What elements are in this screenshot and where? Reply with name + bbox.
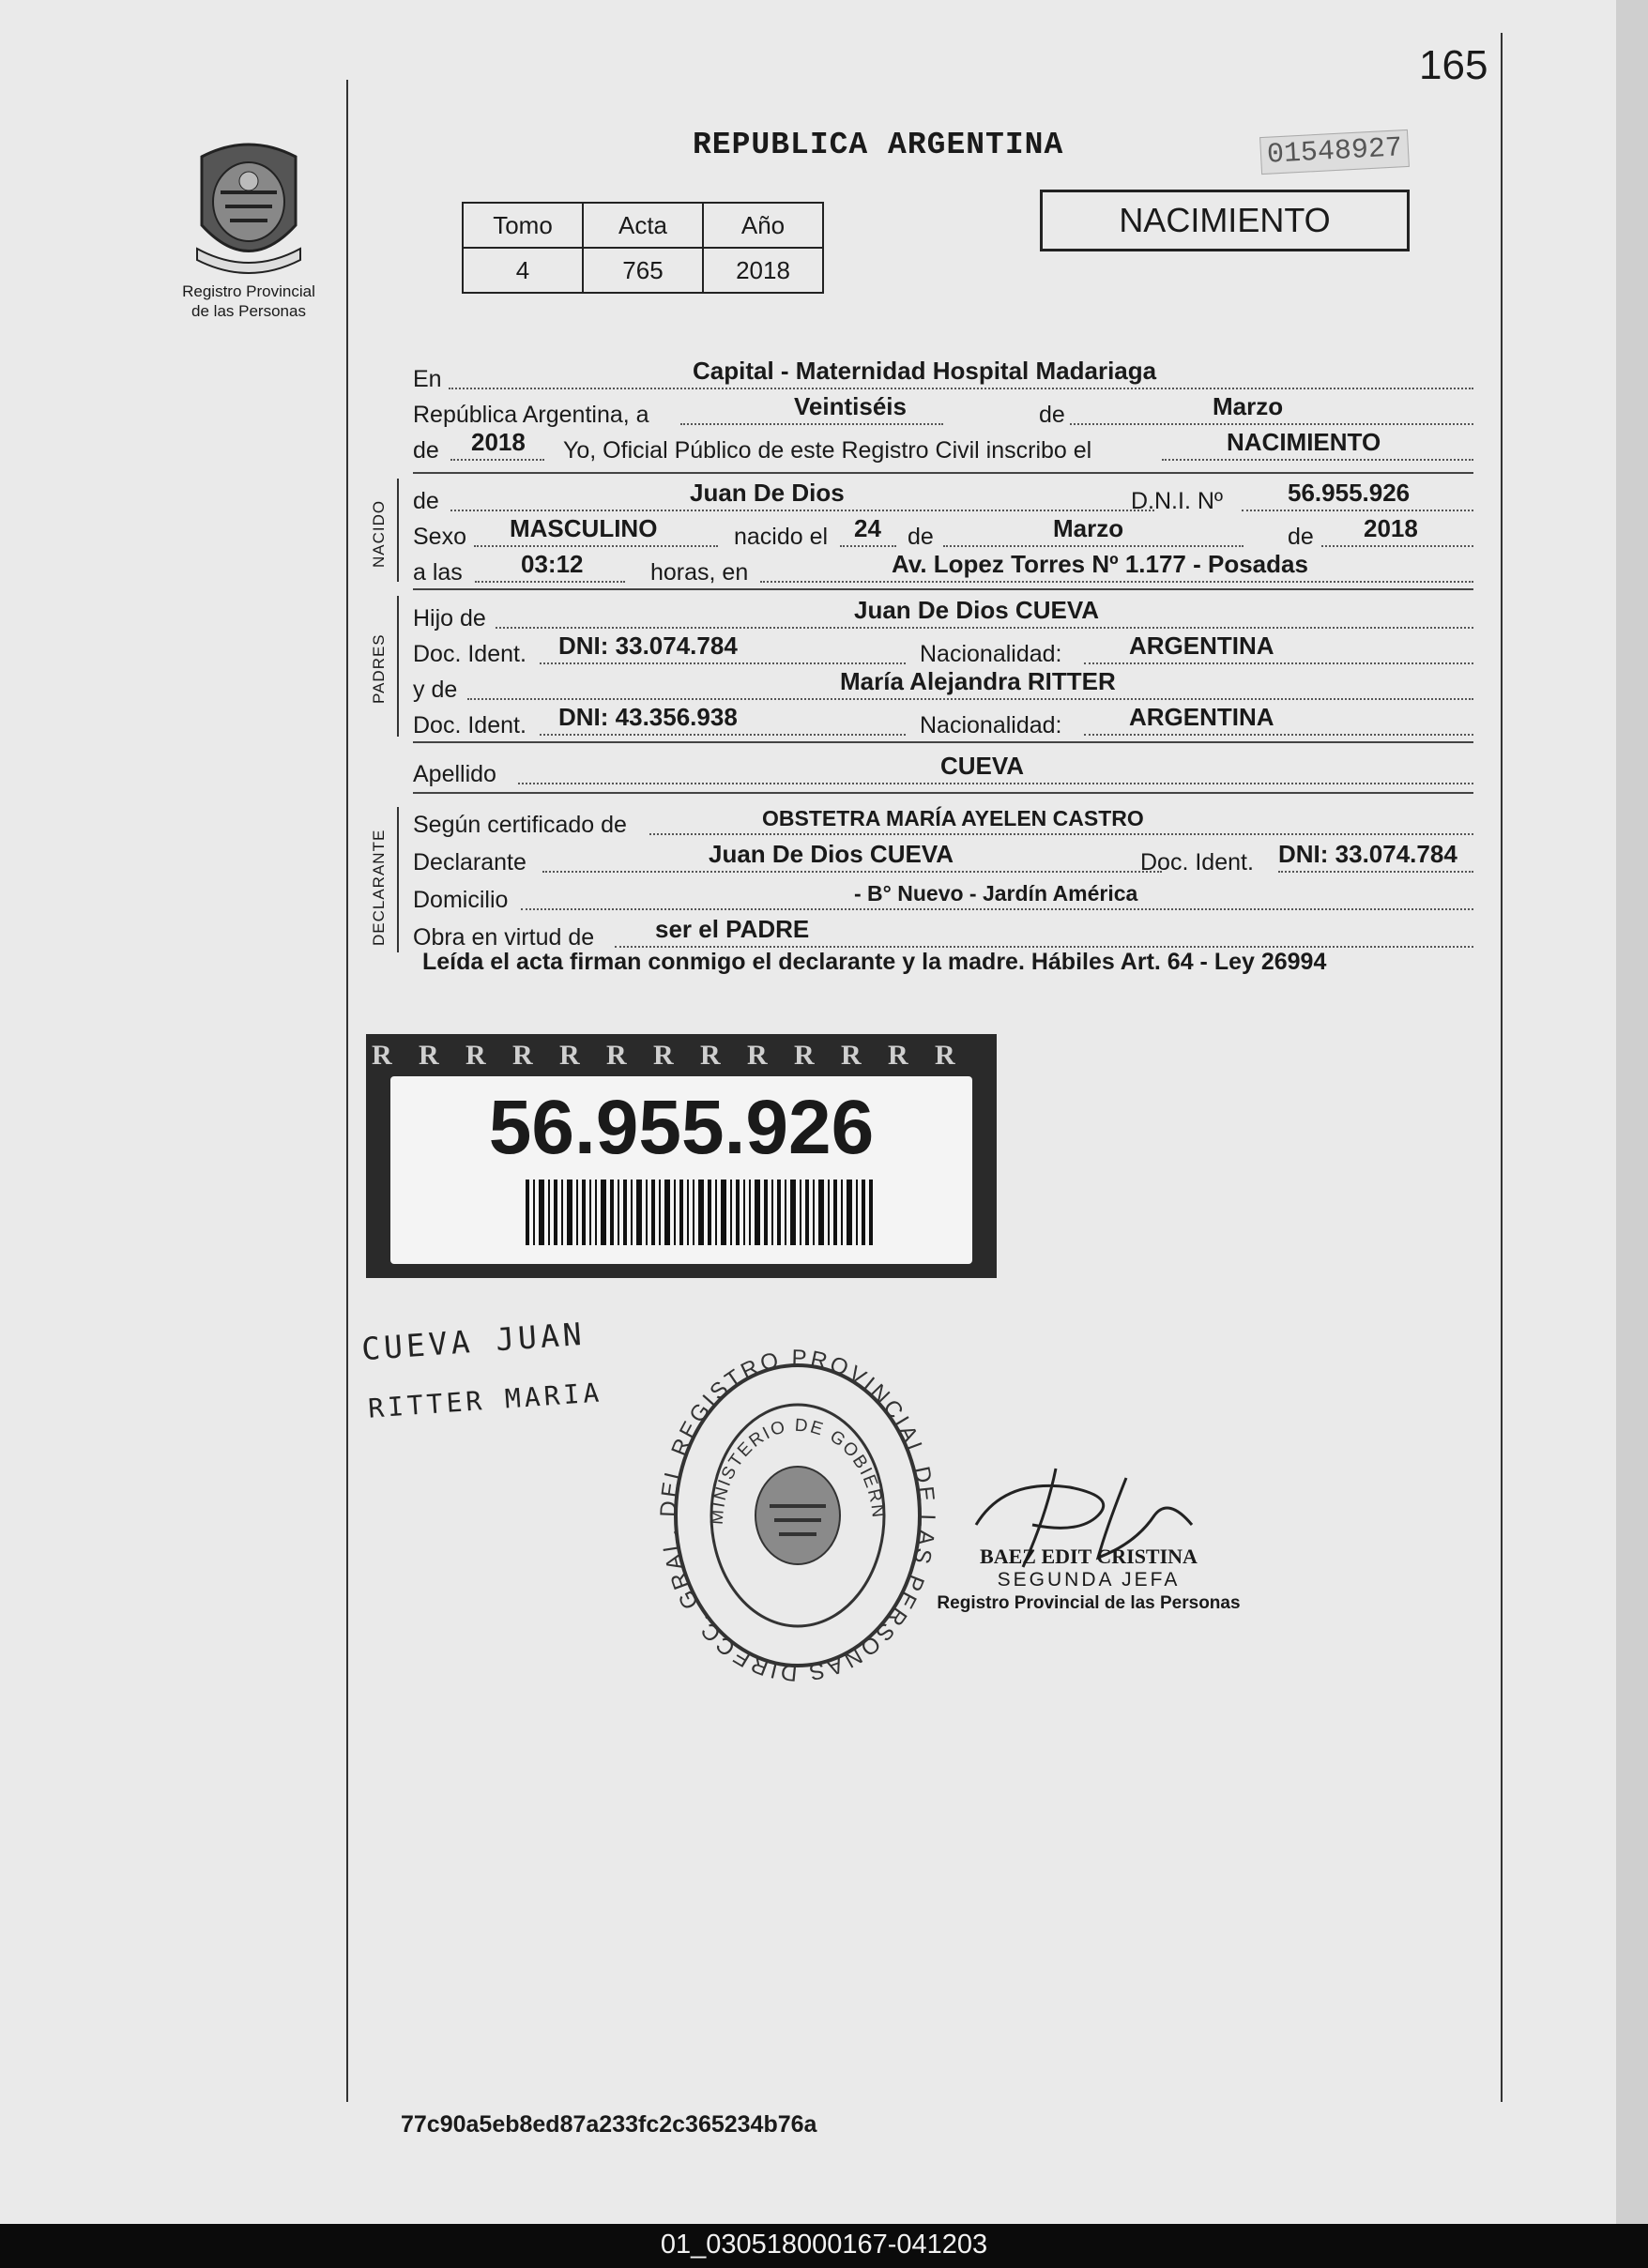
value-nombre: Juan De Dios bbox=[690, 479, 845, 507]
document-type-box: NACIMIENTO bbox=[1040, 190, 1410, 251]
emblem-caption-line-1: Registro Provincial bbox=[182, 282, 315, 300]
page-edge-shadow bbox=[1616, 0, 1648, 2224]
row-madre-doc bbox=[413, 703, 1473, 739]
security-pattern-icon bbox=[366, 1034, 997, 1072]
registry-header-cell: Acta bbox=[583, 203, 703, 248]
stamp-ring-text: DIRECC. GRAL. DEL REGISTRO PROVINCIAL DE LAS PERSONAS bbox=[657, 1347, 938, 1686]
id-number-label bbox=[366, 1034, 997, 1278]
dotted-line bbox=[450, 459, 544, 461]
right-margin-line bbox=[1501, 33, 1503, 2102]
emblem-caption-line-2: de las Personas bbox=[191, 302, 306, 320]
value-nacido-anio: 2018 bbox=[1364, 514, 1418, 542]
value-dia-registro: Veintiséis bbox=[794, 392, 907, 420]
dotted-line bbox=[540, 662, 906, 664]
handwritten-name-2: RITTER MARIA bbox=[367, 1377, 604, 1424]
dotted-line bbox=[496, 627, 1473, 629]
label-domicilio: Domicilio bbox=[413, 887, 509, 913]
province-emblem-icon bbox=[188, 136, 310, 277]
svg-text:R: R bbox=[653, 1040, 674, 1071]
label-segun-certificado: Según certificado de bbox=[413, 812, 627, 838]
value-lugar-nacimiento: Av. Lopez Torres Nº 1.177 - Posadas bbox=[892, 550, 1308, 578]
left-margin-line bbox=[346, 80, 348, 2102]
label-nacionalidad: Nacionalidad: bbox=[920, 712, 1062, 738]
row-nombre bbox=[413, 479, 1473, 515]
svg-text:R: R bbox=[935, 1040, 955, 1071]
value-padre: Juan De Dios CUEVA bbox=[854, 596, 1100, 624]
registry-table-value-row bbox=[463, 248, 823, 293]
row-padre-doc bbox=[413, 632, 1473, 668]
value-obra: ser el PADRE bbox=[655, 915, 810, 943]
row-padre bbox=[413, 596, 1473, 632]
label-en: En bbox=[413, 366, 442, 392]
label-republica-argentina: República Argentina, a bbox=[413, 402, 649, 428]
dotted-line bbox=[680, 423, 943, 425]
label-sexo: Sexo bbox=[413, 524, 466, 550]
value-nacido-dia: 24 bbox=[854, 514, 881, 542]
dotted-line bbox=[542, 871, 1162, 873]
value-anio-registro: 2018 bbox=[471, 428, 526, 456]
value-padre-nacionalidad: ARGENTINA bbox=[1129, 632, 1274, 660]
registry-value-cell: 2018 bbox=[703, 248, 823, 293]
dotted-line bbox=[840, 545, 896, 547]
label-declarante: Declarante bbox=[413, 849, 526, 875]
svg-text:R: R bbox=[419, 1040, 439, 1071]
registry-table bbox=[462, 202, 824, 294]
id-number: 56.955.926 bbox=[488, 1085, 875, 1170]
row-fecha-registro bbox=[413, 392, 1473, 429]
value-madre-doc: DNI: 43.356.938 bbox=[558, 703, 738, 731]
svg-text:R: R bbox=[512, 1040, 533, 1071]
label-apellido: Apellido bbox=[413, 761, 496, 787]
dotted-line bbox=[649, 833, 1473, 835]
svg-text:R: R bbox=[606, 1040, 627, 1071]
value-padre-doc: DNI: 33.074.784 bbox=[558, 632, 738, 660]
value-certificado: OBSTETRA MARÍA AYELEN CASTRO bbox=[762, 806, 1144, 830]
value-nacido-mes: Marzo bbox=[1053, 514, 1124, 542]
label-y-de: y de bbox=[413, 677, 458, 703]
row-sexo-fecha bbox=[413, 514, 1473, 551]
svg-text:R: R bbox=[372, 1040, 392, 1071]
dotted-line bbox=[760, 581, 1473, 583]
dotted-line bbox=[1084, 662, 1473, 664]
signature-office: Registro Provincial de las Personas bbox=[937, 1593, 1241, 1613]
label-nacionalidad: Nacionalidad: bbox=[920, 641, 1062, 667]
value-madre: María Alejandra RITTER bbox=[840, 667, 1116, 695]
signature-block bbox=[924, 1545, 1253, 1615]
label-nacido-de-2: de bbox=[1288, 524, 1314, 550]
label-nacido-de: de bbox=[908, 524, 934, 550]
label-a-las: a las bbox=[413, 559, 463, 586]
row-madre bbox=[413, 667, 1473, 704]
value-dni: 56.955.926 bbox=[1288, 479, 1411, 507]
label-dni: D.N.I. Nº bbox=[1131, 488, 1224, 514]
label-horas-en: horas, en bbox=[650, 559, 749, 586]
svg-text:R: R bbox=[559, 1040, 580, 1071]
page-number: 165 bbox=[1419, 42, 1488, 88]
section-bar bbox=[397, 479, 399, 582]
label-nacido-el: nacido el bbox=[734, 524, 829, 550]
svg-text:R: R bbox=[841, 1040, 862, 1071]
label-de-anio: de bbox=[413, 437, 439, 464]
value-madre-nacionalidad: ARGENTINA bbox=[1129, 703, 1274, 731]
value-tipo-inscripcion: NACIMIENTO bbox=[1227, 428, 1381, 456]
dotted-line bbox=[1242, 510, 1473, 511]
row-apellido bbox=[413, 752, 1473, 788]
dotted-line bbox=[521, 908, 1473, 910]
registry-table-header-row bbox=[463, 203, 823, 248]
value-mes-registro: Marzo bbox=[1213, 392, 1284, 420]
legal-note: Leída el acta firman conmigo el declarante y la madre. Hábiles Art. 64 - Ley 26994 bbox=[422, 949, 1327, 975]
row-hora-lugar bbox=[413, 550, 1473, 586]
section-label-padres: PADRES bbox=[370, 633, 388, 704]
id-label-window bbox=[390, 1076, 972, 1264]
stamp-inner-text: MINISTERIO DE GOBIERN bbox=[707, 1415, 889, 1526]
label-obra-en-virtud: Obra en virtud de bbox=[413, 924, 595, 951]
row-inscripcion bbox=[413, 428, 1473, 464]
footer-bar bbox=[0, 2224, 1648, 2268]
document-hash: 77c90a5eb8ed87a233fc2c365234b76a bbox=[401, 2111, 817, 2138]
svg-text:R: R bbox=[747, 1040, 768, 1071]
section-separator bbox=[413, 472, 1473, 474]
value-declarante-doc: DNI: 33.074.784 bbox=[1278, 840, 1457, 868]
section-separator bbox=[413, 588, 1473, 590]
signature-name: BAEZ EDIT CRISTINA bbox=[980, 1545, 1198, 1568]
dotted-line bbox=[1070, 423, 1473, 425]
dotted-line bbox=[475, 581, 625, 583]
row-certificado bbox=[413, 807, 1473, 839]
section-bar bbox=[397, 596, 399, 737]
label-oficial-publico: Yo, Oficial Público de este Registro Civil inscribo el bbox=[563, 437, 1092, 464]
dotted-line bbox=[450, 510, 1154, 511]
emblem-caption bbox=[169, 282, 328, 321]
section-separator bbox=[413, 792, 1473, 794]
dotted-line bbox=[1084, 734, 1473, 736]
dotted-line bbox=[518, 783, 1473, 784]
registry-value-cell: 4 bbox=[463, 248, 583, 293]
footer-file-id: 01_030518000167-041203 bbox=[660, 2230, 988, 2260]
document-title: REPUBLICA ARGENTINA bbox=[693, 128, 1064, 162]
dotted-line bbox=[449, 388, 1473, 389]
dotted-line bbox=[943, 545, 1244, 547]
row-declarante bbox=[413, 840, 1473, 876]
dotted-line bbox=[540, 734, 906, 736]
value-apellido: CUEVA bbox=[940, 752, 1025, 780]
svg-text:R: R bbox=[888, 1040, 908, 1071]
signature-role: SEGUNDA JEFA bbox=[997, 1569, 1181, 1591]
label-de-nombre: de bbox=[413, 488, 439, 514]
row-lugar-registro bbox=[413, 357, 1473, 393]
value-declarante: Juan De Dios CUEVA bbox=[709, 840, 954, 868]
section-label-nacido: NACIDO bbox=[370, 499, 388, 568]
svg-text:R: R bbox=[794, 1040, 815, 1071]
dotted-line bbox=[1321, 545, 1473, 547]
row-domicilio bbox=[413, 882, 1473, 914]
svg-text:R: R bbox=[700, 1040, 721, 1071]
value-hora: 03:12 bbox=[521, 550, 584, 578]
value-lugar-registro: Capital - Maternidad Hospital Madariaga bbox=[693, 357, 1157, 385]
registry-value-cell: 765 bbox=[583, 248, 703, 293]
official-stamp-icon bbox=[657, 1347, 938, 1694]
label-de: de bbox=[1039, 402, 1065, 428]
dotted-line bbox=[467, 698, 1473, 700]
handwritten-name-1: CUEVA JUAN bbox=[359, 1315, 587, 1368]
registry-header-cell: Tomo bbox=[463, 203, 583, 248]
label-doc-ident: Doc. Ident. bbox=[1140, 849, 1254, 875]
registry-header-cell: Año bbox=[703, 203, 823, 248]
svg-text:R: R bbox=[465, 1040, 486, 1071]
value-sexo: MASCULINO bbox=[510, 514, 658, 542]
barcode-icon bbox=[526, 1180, 875, 1245]
dotted-line bbox=[1278, 871, 1473, 873]
section-bar bbox=[397, 807, 399, 952]
label-doc-ident: Doc. Ident. bbox=[413, 641, 526, 667]
label-hijo-de: Hijo de bbox=[413, 605, 486, 632]
label-doc-ident: Doc. Ident. bbox=[413, 712, 526, 738]
section-separator bbox=[413, 741, 1473, 743]
dotted-line bbox=[1162, 459, 1473, 461]
dotted-line bbox=[474, 545, 718, 547]
value-domicilio: - B° Nuevo - Jardín América bbox=[854, 881, 1138, 906]
serial-stamp: 01548927 bbox=[1259, 129, 1410, 175]
section-label-declarante: DECLARANTE bbox=[370, 829, 388, 946]
